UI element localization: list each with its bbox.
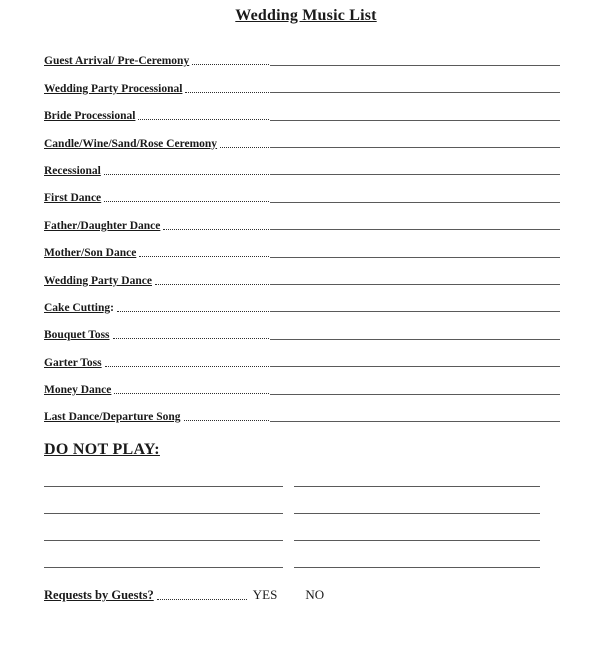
dot-leader: [114, 393, 269, 394]
song-input-line[interactable]: [270, 174, 560, 175]
dot-leader: [157, 599, 247, 600]
song-category-label: Last Dance/Departure Song: [44, 411, 181, 424]
song-input-line[interactable]: [270, 366, 560, 367]
song-category-label: Father/Daughter Dance: [44, 219, 161, 232]
song-category-label: Cake Cutting: [44, 301, 111, 314]
music-list-row: [44, 260, 560, 287]
dot-leader: [155, 284, 269, 285]
song-category-label: Mother/Son Dance: [44, 247, 137, 260]
song-category-label: Candle/Wine/Sand/Rose Ceremony: [44, 137, 218, 150]
do-not-play-list: [44, 460, 560, 568]
dot-leader: [185, 92, 269, 93]
do-not-play-input-line[interactable]: [294, 540, 540, 541]
song-category-label: Money Dance: [44, 384, 112, 397]
dot-leader: [184, 420, 269, 421]
music-list-row: [44, 370, 560, 397]
song-input-line[interactable]: [270, 120, 560, 121]
music-list-row: [44, 123, 560, 150]
song-input-line[interactable]: [270, 311, 560, 312]
option-yes[interactable]: YES: [252, 587, 278, 603]
song-input-line[interactable]: [270, 229, 560, 230]
song-category-label: Bouquet Toss: [44, 329, 110, 342]
requests-by-guests-row: [44, 585, 560, 603]
do-not-play-input-line[interactable]: [44, 567, 283, 568]
music-list-row: [44, 342, 560, 369]
dot-leader: [105, 366, 269, 367]
dot-leader: [163, 229, 269, 230]
dot-leader: [117, 311, 269, 312]
dot-leader: [192, 64, 269, 65]
song-category-label: First Dance: [44, 192, 102, 205]
do-not-play-input-line[interactable]: [44, 486, 283, 487]
music-list-row: [44, 41, 560, 68]
dot-leader: [139, 256, 269, 257]
do-not-play-row: [44, 514, 560, 541]
do-not-play-row: [44, 460, 560, 487]
do-not-play-row: [44, 487, 560, 514]
do-not-play-input-line[interactable]: [294, 567, 540, 568]
music-list-row: [44, 288, 560, 315]
dot-leader: [104, 174, 269, 175]
song-input-line[interactable]: [270, 202, 560, 203]
dot-leader: [104, 201, 269, 202]
song-category-label: Wedding Party Dance: [44, 274, 152, 287]
dot-leader: [220, 147, 269, 148]
music-list: [44, 41, 560, 424]
do-not-play-input-line[interactable]: [44, 540, 283, 541]
dot-leader: [138, 119, 269, 120]
music-list-row: [44, 205, 560, 232]
song-input-line[interactable]: [270, 257, 560, 258]
dot-leader: [113, 338, 269, 339]
music-list-row: [44, 315, 560, 342]
song-input-line[interactable]: [270, 284, 560, 285]
do-not-play-row: [44, 541, 560, 568]
do-not-play-heading: DO NOT PLAY:: [44, 441, 160, 459]
do-not-play-input-line[interactable]: [294, 513, 540, 514]
page-title: Wedding Music List: [235, 7, 377, 24]
music-list-row: [44, 96, 560, 123]
music-list-row: [44, 178, 560, 205]
song-input-line[interactable]: [270, 92, 560, 93]
do-not-play-input-line[interactable]: [294, 486, 540, 487]
music-list-row: [44, 68, 560, 95]
song-category-label: Wedding Party Processional: [44, 82, 183, 95]
requests-by-guests-label: Requests by Guests?: [44, 588, 154, 603]
song-category-label: Bride Processional: [44, 110, 136, 123]
song-category-label: Recessional: [44, 164, 101, 177]
music-list-row: [44, 397, 560, 424]
do-not-play-input-line[interactable]: [44, 513, 283, 514]
song-category-label: Garter Toss: [44, 356, 102, 369]
song-input-line[interactable]: [270, 65, 560, 66]
music-list-row: [44, 151, 560, 178]
song-category-label: Guest Arrival/ Pre-Ceremony: [44, 55, 190, 68]
song-input-line[interactable]: [270, 421, 560, 422]
label-suffix: :: [110, 301, 114, 314]
music-list-row: [44, 233, 560, 260]
song-input-line[interactable]: [270, 394, 560, 395]
option-no[interactable]: NO: [305, 587, 325, 603]
song-input-line[interactable]: [270, 147, 560, 148]
song-input-line[interactable]: [270, 339, 560, 340]
